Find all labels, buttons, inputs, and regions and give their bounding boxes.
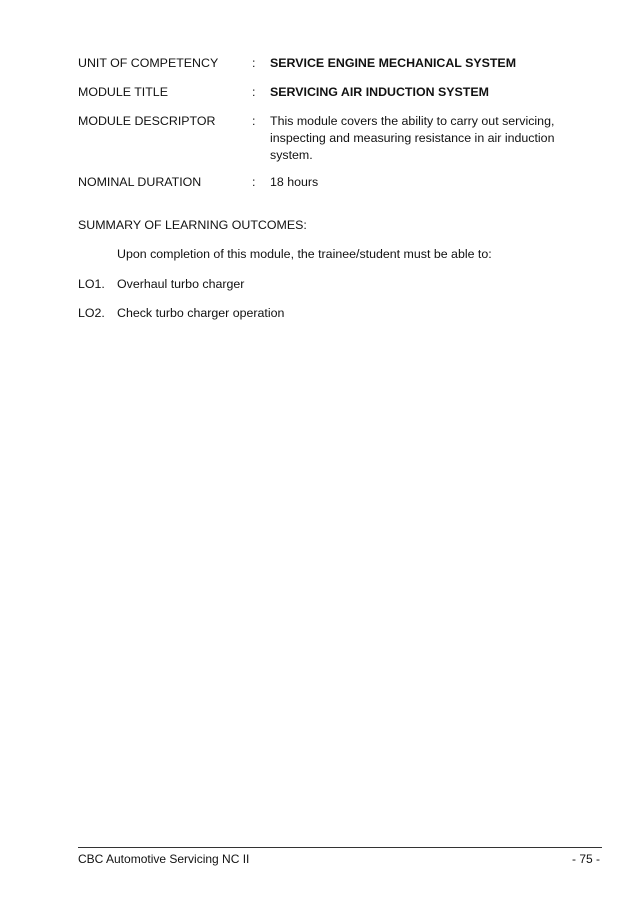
field-label: MODULE DESCRIPTOR (78, 114, 216, 128)
field-colon: : (252, 114, 256, 128)
nominal-duration-row (78, 174, 568, 191)
learning-outcome-code: LO1. (78, 277, 105, 291)
footer-page-number: - 75 - (571, 852, 600, 866)
field-value: SERVICING AIR INDUCTION SYSTEM (270, 85, 489, 99)
field-colon: : (252, 85, 256, 99)
learning-outcome-text: Check turbo charger operation (117, 306, 285, 320)
learning-outcome-item (78, 276, 244, 293)
module-descriptor-row (78, 113, 568, 164)
learning-outcome-text: Overhaul turbo charger (117, 277, 245, 291)
field-colon: : (252, 175, 256, 189)
unit-of-competency-row (78, 55, 568, 72)
summary-intro: Upon completion of this module, the trainee/student must be able to: (117, 247, 492, 261)
field-value: SERVICE ENGINE MECHANICAL SYSTEM (270, 56, 517, 70)
field-label: MODULE TITLE (78, 85, 168, 99)
field-value: This module covers the ability to carry out servicing, inspecting and measuring resistance in air induction system. (270, 114, 555, 162)
field-value: 18 hours (270, 175, 319, 189)
module-title-row (78, 84, 568, 101)
summary-heading: SUMMARY OF LEARNING OUTCOMES: (78, 218, 307, 232)
field-colon: : (252, 56, 256, 70)
learning-outcome-item (78, 305, 284, 322)
footer-document-title: CBC Automotive Servicing NC II (78, 852, 250, 866)
learning-outcome-code: LO2. (78, 306, 105, 320)
field-label: UNIT OF COMPETENCY (78, 56, 219, 70)
footer-divider (78, 847, 602, 848)
field-label: NOMINAL DURATION (78, 175, 202, 189)
